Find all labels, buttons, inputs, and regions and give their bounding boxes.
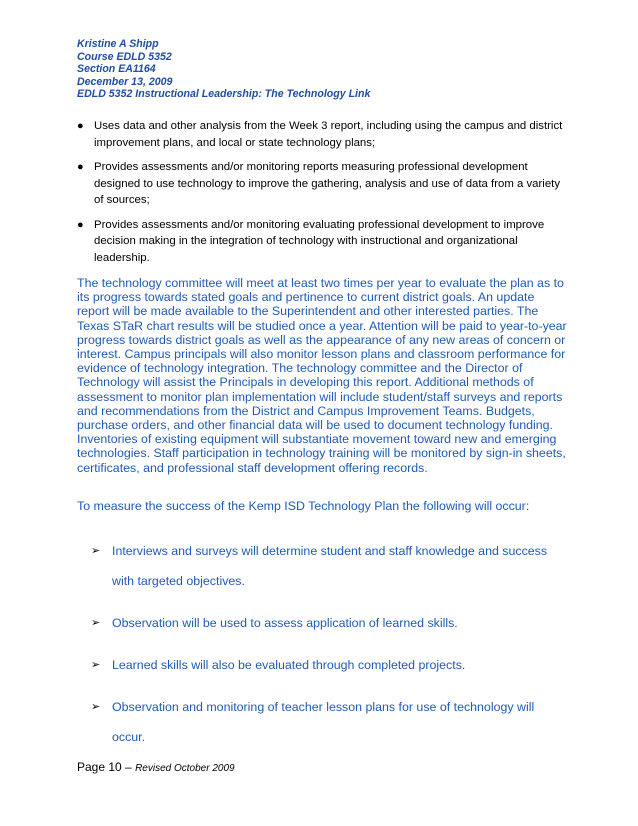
bullet-text: Provides assessments and/or monitoring evaluating professional development to improve decision making in the integration of technology with instructional and organizational leadership. bbox=[94, 218, 545, 264]
arrow-item-text: Observation will be used to assess application of learned skills. bbox=[112, 616, 458, 630]
bullet-text: Provides assessments and/or monitoring reports measuring professional development designed to use technology to improve the gathering, analysis and use of data from a variety of sources; bbox=[94, 161, 561, 206]
page-footer bbox=[77, 760, 235, 774]
arrow-item-text: Learned skills will also be evaluated through completed projects. bbox=[112, 658, 466, 672]
arrow-list bbox=[91, 536, 567, 764]
bullet-item bbox=[77, 118, 567, 151]
bullet-item bbox=[77, 159, 567, 209]
arrow-bullet-icon: ➢ bbox=[91, 545, 101, 557]
arrow-bullet-icon: ➢ bbox=[91, 617, 101, 629]
bullet-dot-icon: ● bbox=[77, 120, 84, 132]
header-section: Section EA1164 bbox=[77, 63, 156, 76]
arrow-list-item bbox=[91, 608, 567, 638]
arrow-bullet-icon: ➢ bbox=[91, 659, 101, 671]
arrow-list-item bbox=[91, 650, 567, 680]
page-number: Page 10 – bbox=[77, 760, 136, 774]
bullet-dot-icon: ● bbox=[77, 161, 84, 173]
bullet-item bbox=[77, 217, 567, 267]
header-course-title: EDLD 5352 Instructional Leadership: The Technology Link bbox=[77, 88, 371, 101]
body-paragraph: The technology committee will meet at least two times per year to evaluate the plan as to its progress towards stated goals and pertinence to current district goals. An update report will be made available to the Superintendent and other interested parties. The Texas STaR chart results will be studied once a year. Attention will be paid to year-to-year progress towards district goals as well as the appearance of any new areas of concern or interest. Campus principals will also monitor lesson plans and classroom performance for evidence of technology integration. The technology committee and the Director of Technology will assist the Principals in developing this report. Additional methods of assessment to monitor plan implementation will include student/staff surveys and reports and recommendations from the District and Campus Improvement Teams. Budgets, purchase orders, and other financial data will be used to document technology funding. Inventories of existing equipment will substantiate movement toward new and emerging technologies. Staff participation in technology training will be monitored by sign-in sheets, certificates, and professional staff development offering records. bbox=[77, 276, 567, 475]
document-header bbox=[77, 38, 370, 101]
bullet-text: Uses data and other analysis from the Week 3 report, including using the campus and district improvement plans, and local or state technology plans; bbox=[94, 120, 563, 149]
revision-note: Revised October 2009 bbox=[135, 763, 235, 774]
bullet-list bbox=[77, 118, 567, 274]
arrow-bullet-icon: ➢ bbox=[91, 701, 101, 713]
header-author: Kristine A Shipp bbox=[77, 38, 159, 50]
arrow-list-item bbox=[91, 536, 567, 596]
bullet-dot-icon: ● bbox=[77, 218, 84, 231]
arrow-list-item bbox=[91, 692, 567, 752]
intro-sentence: To measure the success of the Kemp ISD Technology Plan the following will occur: bbox=[77, 499, 530, 513]
header-date: December 13, 2009 bbox=[77, 75, 173, 88]
arrow-item-text: Observation and monitoring of teacher lesson plans for use of technology will occur. bbox=[112, 700, 535, 744]
header-course: Course EDLD 5352 bbox=[77, 50, 172, 63]
arrow-item-text: Interviews and surveys will determine student and staff knowledge and success with targeted objectives. bbox=[112, 544, 548, 588]
